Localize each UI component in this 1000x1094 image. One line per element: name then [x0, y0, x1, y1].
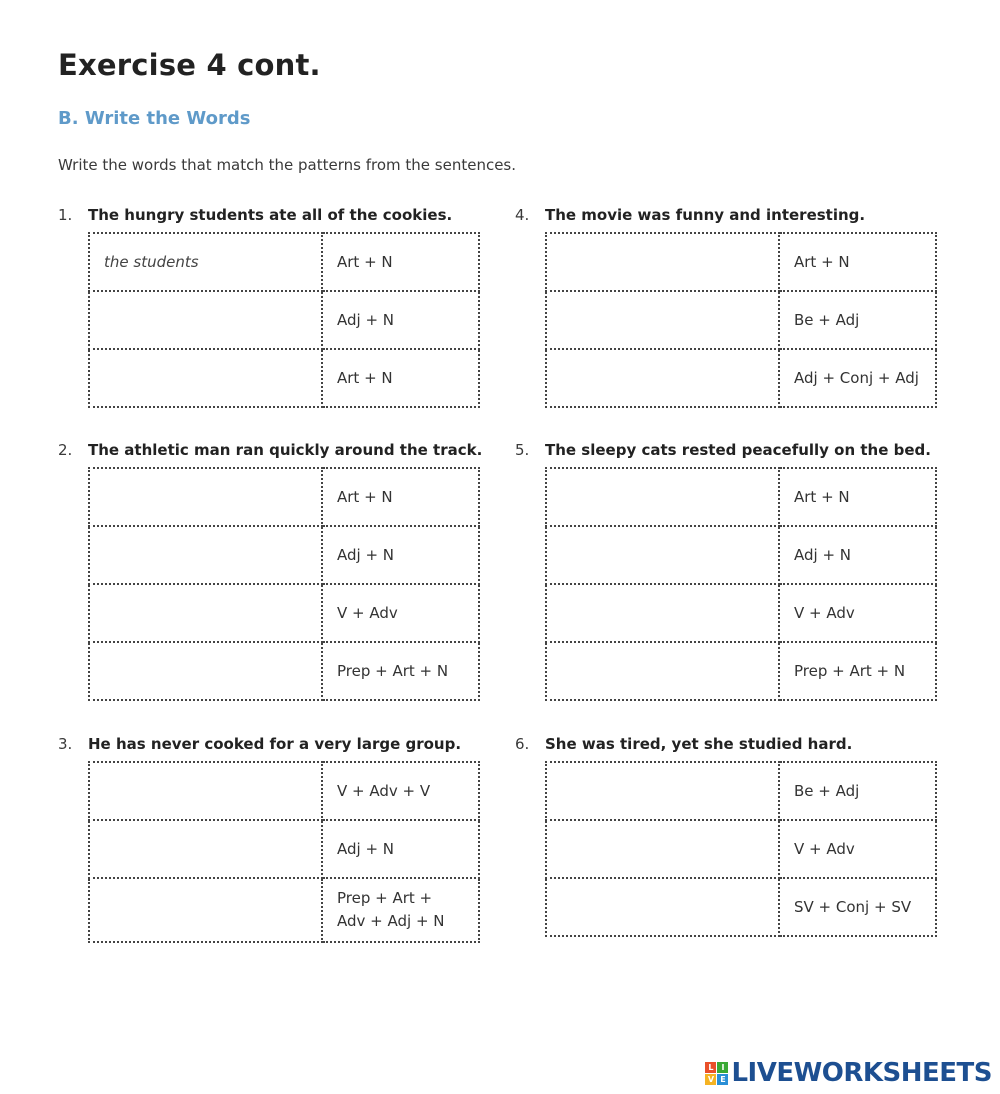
pattern-cell: Art + N: [322, 233, 479, 291]
answer-input[interactable]: [561, 253, 764, 271]
table-row: [89, 233, 479, 291]
exercise-sentence: The sleepy cats rested peacefully on the bed.: [545, 441, 931, 459]
pattern-cell: Adj + N: [779, 526, 936, 584]
answer-table: [545, 761, 937, 937]
table-row: [89, 526, 479, 584]
answer-cell[interactable]: [89, 468, 322, 526]
answer-cell[interactable]: [546, 233, 779, 291]
exercise-number: 3.: [58, 735, 73, 753]
table-row: [89, 291, 479, 349]
table-row: [546, 468, 936, 526]
pattern-cell: Art + N: [779, 233, 936, 291]
table-row: [546, 584, 936, 642]
answer-cell[interactable]: [546, 291, 779, 349]
exercise-sentence: The movie was funny and interesting.: [545, 206, 866, 224]
pattern-cell: Adj + N: [322, 291, 479, 349]
pattern-cell: V + Adv: [779, 820, 936, 878]
answer-input[interactable]: [104, 369, 307, 387]
answer-input[interactable]: [561, 311, 764, 329]
instructions-text: Write the words that match the patterns from the sentences.: [58, 156, 517, 174]
answer-input[interactable]: [104, 311, 307, 329]
answer-input[interactable]: [561, 488, 764, 506]
exercise-number: 2.: [58, 441, 73, 459]
answer-input[interactable]: [561, 546, 764, 564]
exercise-number: 4.: [515, 206, 530, 224]
logo-letter: I: [717, 1062, 728, 1073]
answer-input[interactable]: [561, 369, 764, 387]
answer-input[interactable]: [561, 782, 764, 800]
answer-cell[interactable]: [89, 642, 322, 700]
pattern-cell: SV + Conj + SV: [779, 878, 936, 936]
brand-name: LIVEWORKSHEETS: [731, 1058, 992, 1088]
table-row: [546, 291, 936, 349]
answer-cell[interactable]: [89, 526, 322, 584]
exercise-sentence: She was tired, yet she studied hard.: [545, 735, 853, 753]
table-row: [546, 820, 936, 878]
answer-table: [545, 232, 937, 408]
answer-cell[interactable]: [89, 878, 322, 942]
brand-logo-icon: [705, 1062, 728, 1085]
pattern-cell: Adj + N: [322, 526, 479, 584]
pattern-cell: V + Adv: [779, 584, 936, 642]
exercise-number: 5.: [515, 441, 530, 459]
table-row: [546, 233, 936, 291]
answer-cell[interactable]: [89, 820, 322, 878]
logo-letter: E: [717, 1074, 728, 1085]
pattern-cell: Art + N: [322, 468, 479, 526]
answer-cell[interactable]: the students: [89, 233, 322, 291]
pattern-cell: V + Adv + V: [322, 762, 479, 820]
answer-cell[interactable]: [546, 526, 779, 584]
answer-cell[interactable]: [546, 584, 779, 642]
pattern-cell: Be + Adj: [779, 291, 936, 349]
answer-table: [88, 761, 480, 943]
answer-table: [88, 467, 480, 701]
answer-cell[interactable]: [546, 762, 779, 820]
answer-cell[interactable]: [546, 349, 779, 407]
table-row: [546, 642, 936, 700]
table-row: [89, 468, 479, 526]
table-row: [89, 584, 479, 642]
answer-input[interactable]: [561, 604, 764, 622]
pattern-cell: V + Adv: [322, 584, 479, 642]
table-row: [546, 762, 936, 820]
liveworksheets-logo: [705, 1058, 992, 1088]
pattern-cell: Art + N: [779, 468, 936, 526]
answer-table: [545, 467, 937, 701]
pattern-cell: Be + Adj: [779, 762, 936, 820]
pattern-cell: Art + N: [322, 349, 479, 407]
table-row: [89, 878, 479, 942]
exercise-sentence: The hungry students ate all of the cookies.: [88, 206, 453, 224]
answer-cell[interactable]: [546, 878, 779, 936]
page-title: Exercise 4 cont.: [58, 48, 321, 82]
logo-letter: V: [705, 1074, 716, 1085]
logo-letter: L: [705, 1062, 716, 1073]
answer-cell[interactable]: [89, 291, 322, 349]
answer-input[interactable]: [561, 840, 764, 858]
answer-cell[interactable]: [546, 642, 779, 700]
answer-input[interactable]: [561, 662, 764, 680]
table-row: [89, 762, 479, 820]
answer-cell[interactable]: [89, 762, 322, 820]
answer-input[interactable]: [104, 901, 307, 919]
table-row: [546, 349, 936, 407]
exercise-sentence: The athletic man ran quickly around the track.: [88, 441, 483, 459]
answer-input[interactable]: [104, 840, 307, 858]
section-subtitle: B. Write the Words: [58, 108, 251, 129]
exercise-number: 6.: [515, 735, 530, 753]
pattern-cell: Adj + Conj + Adj: [779, 349, 936, 407]
table-row: [89, 349, 479, 407]
pattern-cell: Prep + Art + N: [322, 642, 479, 700]
answer-input[interactable]: [104, 488, 307, 506]
answer-table: [88, 232, 480, 408]
table-row: [546, 878, 936, 936]
table-row: [546, 526, 936, 584]
answer-input[interactable]: [104, 662, 307, 680]
table-row: [89, 820, 479, 878]
pattern-cell: Prep + Art + Adv + Adj + N: [322, 878, 479, 942]
answer-cell[interactable]: [89, 349, 322, 407]
answer-input[interactable]: [104, 604, 307, 622]
pattern-cell: Adj + N: [322, 820, 479, 878]
answer-cell[interactable]: [89, 584, 322, 642]
table-row: [89, 642, 479, 700]
answer-input[interactable]: [104, 782, 307, 800]
answer-input[interactable]: [104, 546, 307, 564]
exercise-sentence: He has never cooked for a very large group.: [88, 735, 462, 753]
exercise-number: 1.: [58, 206, 73, 224]
answer-cell[interactable]: [546, 468, 779, 526]
answer-input[interactable]: [561, 898, 764, 916]
answer-cell[interactable]: [546, 820, 779, 878]
pattern-cell: Prep + Art + N: [779, 642, 936, 700]
